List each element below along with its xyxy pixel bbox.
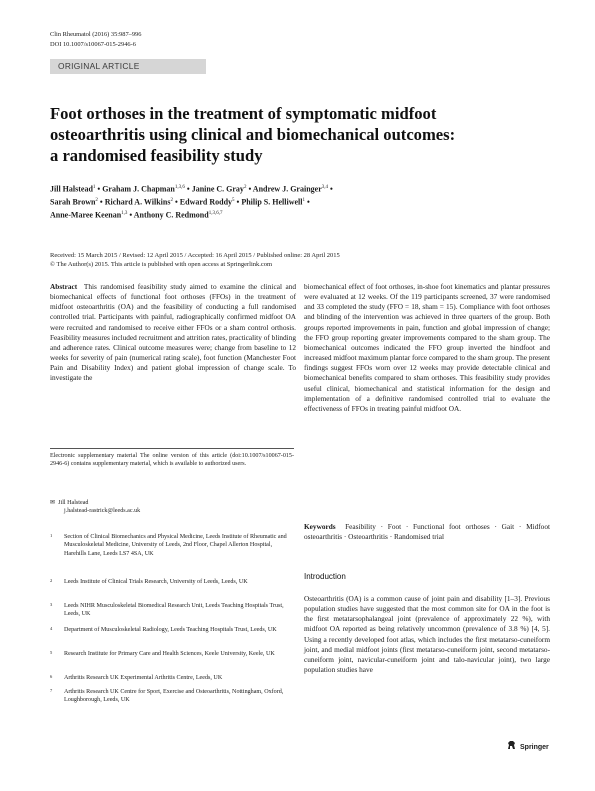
- springer-horse-icon: [507, 740, 516, 750]
- affiliation-number: 2: [50, 578, 53, 583]
- author-affiliation-ref: 1: [302, 198, 305, 204]
- author-affiliation-ref: 2: [243, 185, 247, 190]
- author-name[interactable]: Graham J. Chapman: [102, 184, 175, 194]
- introduction-heading: Introduction: [304, 572, 346, 581]
- author-name[interactable]: Sarah Brown: [50, 197, 96, 207]
- article-title: [50, 103, 550, 166]
- keywords-text: Feasibility · Foot · Functional foot orthoses · Gait · Midfoot osteoarthritis · Osteoarthritis · Randomised trial: [304, 522, 550, 542]
- copyright-icon: ©: [50, 261, 55, 268]
- affiliation-item: [50, 578, 290, 586]
- author-name[interactable]: Richard A. Wilkins: [104, 197, 171, 207]
- author-name[interactable]: Jill Halstead: [50, 184, 93, 194]
- dates-line: Received: 15 March 2015 / Revised: 12 April 2015 / Accepted: 16 April 2015 / Published online: 28 April 2015: [50, 252, 340, 259]
- affiliation-number: 3: [50, 602, 53, 607]
- esm-note: Electronic supplementary material The online version of this article (doi:10.1007/s10067-015-2946-6) contains supplementary material, which is available to authorized users.: [50, 453, 294, 468]
- affiliation-text: Section of Clinical Biomechanics and Physical Medicine, Leeds Institute of Rheumatic and Musculoskeletal Medicine, University of Leeds, 2nd Floor, Chapel Allerton Hospital, Harehills Lane, Leeds LS7 4SA, UK: [64, 534, 287, 557]
- correspondence: [50, 499, 294, 516]
- title-line: osteoarthritis using clinical and biomechanical outcomes:: [50, 125, 456, 144]
- license-line: [50, 260, 560, 269]
- affiliation-text: Research Institute for Primary Care and Health Sciences, Keele University, Keele, UK: [64, 651, 275, 657]
- correspondence-name: Jill Halstead: [58, 500, 89, 506]
- affiliation-text: Leeds Institute of Clinical Trials Research, University of Leeds, Leeds, UK: [64, 579, 248, 585]
- affiliation-text: Department of Musculoskeletal Radiology, Leeds Teaching Hospitals Trust, Leeds, UK: [64, 627, 277, 633]
- author-name[interactable]: Andrew J. Grainger: [252, 184, 322, 194]
- author-affiliation-ref: 1,3: [121, 211, 128, 217]
- publisher-name: Springer: [520, 744, 549, 751]
- affiliation-number: 4: [50, 626, 53, 631]
- correspondence-email[interactable]: j.halstead-rastrick@leeds.ac.uk: [64, 508, 141, 515]
- introduction-body: Osteoarthritis (OA) is a common cause of joint pain and disability [1–3]. Previous population studies have suggested that the most common site for OA in the foot is the first metatarsophalangeal joint (prevalence of approximately 22 %), with midfoot OA reported as being relatively uncommon (prevalence of 3.8 %) [4, 5]. Using a recently developed foot atlas, which includes the first metatarso-cuneiform joint, and medial midfoot joints (first metatarso-cuneiform joint, second metatarso-cuneiform joint, navicular-cuneiform joint and talo-navicular joint), two large population studies have: [304, 594, 550, 675]
- affiliation-item: [50, 626, 290, 634]
- author-name[interactable]: Philip S. Helliwell: [241, 197, 303, 207]
- author-affiliation-ref: 3,4: [321, 185, 329, 190]
- author-name[interactable]: Edward Roddy: [179, 197, 233, 207]
- author-affiliation-ref: 1,3,6,7: [208, 211, 223, 217]
- affiliation-number: 7: [50, 688, 53, 693]
- author-affiliation-ref: 1,3,6: [174, 185, 185, 190]
- abstract-text-left: This randomised feasibility study aimed to examine the clinical and biomechanical effects of functional foot orthoses (FFOs) in the treatment of midfoot osteoarthritis (OA) and the feasibility of conducting a full randomised controlled trial. Participants with painful, radiographically confirmed midfoot OA were recruited and randomised to receive either FFOs or a sham control orthosis. Feasibility measures included recruitment and attrition rates, practicality of blinding and adherence rates. Clinical outcome measures were; change from baseline to 12 weeks for severity of pain (numerical rating scale), foot function (Manchester Foot Pain and Disability Index) and patient global impression of change scale. To investigate the: [50, 282, 296, 383]
- affiliation-number: 5: [50, 650, 53, 655]
- doi: DOI 10.1007/s10067-015-2946-6: [50, 41, 136, 48]
- abstract-left: [50, 282, 296, 384]
- affiliation-text: Leeds NIHR Musculoskeletal Biomedical Research Unit, Leeds Teaching Hospitals Trust, Leeds, UK: [64, 603, 284, 618]
- affiliation-item: [50, 533, 290, 558]
- abstract-label: Abstract: [50, 282, 78, 291]
- journal-citation: Clin Rheumatol (2016) 35:987–996: [50, 31, 142, 38]
- author-name[interactable]: Janine C. Gray: [191, 184, 244, 194]
- affiliation-item: [50, 602, 290, 619]
- left-column: [50, 282, 296, 384]
- author-affiliation-ref: 2: [170, 198, 173, 204]
- affiliation-number: 1: [50, 533, 53, 538]
- affiliation-text: Arthritis Research UK Experimental Arthritis Centre, Leeds, UK: [64, 675, 223, 681]
- keywords: [304, 522, 550, 542]
- email-icon: ✉: [50, 500, 56, 506]
- author-name[interactable]: Anthony C. Redmond: [133, 210, 209, 220]
- title-line: Foot orthoses in the treatment of symptomatic midfoot: [50, 104, 437, 123]
- title-line: a randomised feasibility study: [50, 146, 263, 165]
- keywords-label: Keywords: [304, 522, 336, 531]
- publication-dates: [50, 251, 560, 269]
- article-type-banner: ORIGINAL ARTICLE: [50, 59, 206, 74]
- affiliation-item: [50, 688, 290, 705]
- abstract-text-right: biomechanical effect of foot orthoses, in-shoe foot kinematics and plantar pressures were evaluated at 12 weeks. Of the 119 participants screened, 37 were randomised and 33 completed the study (FFO = 18, sham = 15). Compliance with foot orthoses and blinding of the intervention was achieved in three quarters of the group. Both groups reported improvements in pain, function and global impression of change; the FFO group reporting greater improvements compared to the sham group. The biomechanical outcomes indicated the FFO group inverted the hindfoot and increased midfoot maximum plantar force compared to the sham group. The present findings suggest FFOs worn over 12 weeks may provide detectable clinical and biomechanical benefits compared to sham orthoses. This feasibility study provides useful clinical, biomechanical and statistical information for the design and implementation of a definitive randomised controlled trial to evaluate the effectiveness of FFOs in treating painful midfoot OA.: [304, 282, 550, 413]
- author-affiliation-ref: 5: [232, 198, 235, 204]
- affiliation-text: Arthritis Research UK Centre for Sport, Exercise and Osteoarthritis, Nottingham, Oxford, Loughborough, Leeds, UK: [64, 689, 284, 704]
- author-affiliation-ref: 1: [92, 185, 96, 190]
- license-text: The Author(s) 2015. This article is published with open access at Springerlink.com: [56, 261, 273, 268]
- footnote-divider: [50, 448, 294, 449]
- affiliation-item: [50, 650, 290, 658]
- author-name[interactable]: Anne-Maree Keenan: [50, 210, 122, 220]
- publisher-logo: [507, 736, 549, 754]
- author-list: Jill Halstead$^1$ • Graham J. Chapman$^{1,3,6}$ • Janine C. Gray$^2$ • Andrew J. Grainger$^{3,4}$ • Sarah Brown$^2$ • Richard A. Wilkins$^2$ • Edward Roddy$^5$ • Philip S. Helliwell$^1$ • Anne-Maree Keenan$^{1,3}$ • Anthony C. Redmond$^{1,3,6,7}$: [50, 184, 333, 220]
- affiliation-number: 6: [50, 674, 53, 679]
- author-affiliation-ref: 2: [95, 198, 98, 204]
- right-column: [304, 282, 550, 414]
- affiliation-item: [50, 674, 290, 682]
